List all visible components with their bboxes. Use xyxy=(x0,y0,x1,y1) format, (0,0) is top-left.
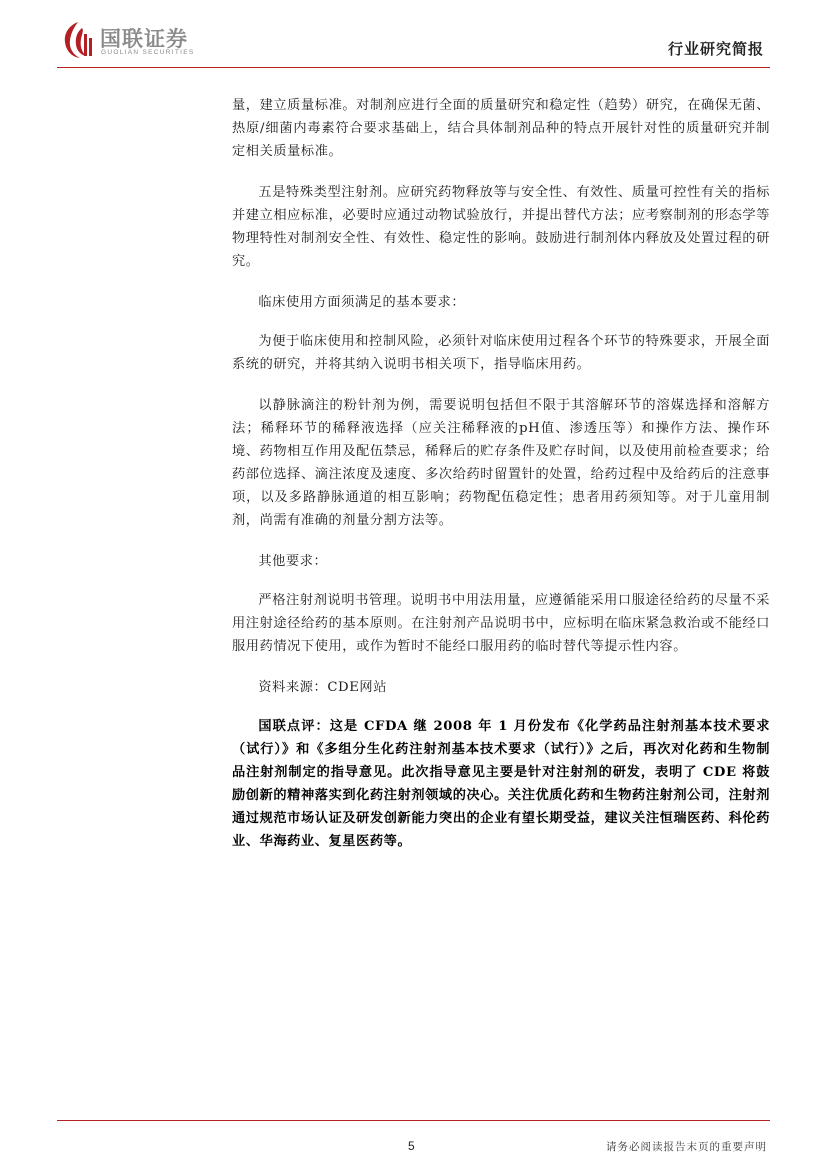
footer-disclaimer: 请务必阅读报告末页的重要声明 xyxy=(606,1141,767,1153)
page-header xyxy=(0,0,827,68)
guolian-logo xyxy=(60,20,220,60)
analyst-comment xyxy=(232,715,770,853)
report-type-label: 行业研究简报 xyxy=(667,40,764,58)
paragraph-iv-example: 以静脉滴注的粉针剂为例，需要说明包括但不限于其溶解环节的溶媒选择和溶解方法；稀释环节的稀释液选择（应关注稀释液的pH值、渗透压等）和操作方法、操作环境、药物相互作用及配伍禁忌，稀释后的贮存条件及贮存时间，以及使用前检查要求；给药部位选择、滴注浓度及速度、多次给药时留置针的处置，给药过程中及给药后的注意事项，以及多路静脉通道的相互影响；药物配伍稳定性；患者用药须知等。对于儿童用制剂，尚需有准确的剂量分割方法等。 xyxy=(232,398,770,528)
logo-company-name: 国联证券 xyxy=(100,27,188,51)
analyst-comment-label: 国联点评： xyxy=(258,719,330,734)
paragraph-special-injections: 五是特殊类型注射剂。应研究药物释放等与安全性、有效性、质量可控性有关的指标并建立相应标准，必要时应通过动物试验放行，并提出替代方法；应考察制剂的形态学等物理特性对制剂安全性、有效性、稳定性的影响。鼓励进行制剂体内释放及处置过程的研究。 xyxy=(232,185,770,269)
guolian-logo-mark-icon xyxy=(60,20,96,60)
logo-company-name-en: GUOLIAN SECURITIES xyxy=(101,49,195,56)
analyst-comment-text: 这是 CFDA 继 2008 年 1 月份发布《化学药品注射剂基本技术要求（试行）》和《多组分生化药注射剂基本技术要求（试行）》之后，再次对化药和生物制品注射剂制定的指导意见。此次指导意见主要是针对注射剂的研发，表明了 CDE 将鼓励创新的精神落实到化药注射剂领域的决心。关注优质化药和生物药注射剂公司，注射剂通过规范市场认证及研发创新能力突出的企业有望长期受益，建议关注恒瑞医药、科伦药业、华海药业、复星医药等。 xyxy=(232,719,770,849)
report-body xyxy=(232,94,770,871)
paragraph-label-management: 严格注射剂说明书管理。说明书中用法用量，应遵循能采用口服途径给药的尽量不采用注射途径给药的基本原则。在注射剂产品说明书中，应标明在临床紧急救治或不能经口服用药情况下使用，或作为暂时不能经口服用药的临时替代等提示性内容。 xyxy=(232,593,770,654)
header-divider xyxy=(57,67,770,68)
paragraph-clinical-requirements: 为便于临床使用和控制风险，必须针对临床使用过程各个环节的特殊要求，开展全面系统的研究，并将其纳入说明书相关项下，指导临床用药。 xyxy=(232,334,770,372)
paragraph-source-note: 资料来源：CDE网站 xyxy=(258,680,387,695)
paragraph-quality-standards: 量，建立质量标准。对制剂应进行全面的质量研究和稳定性（趋势）研究，在确保无菌、热原/细菌内毒素符合要求基础上，结合具体制剂品种的特点开展针对性的质量研究并制定相关质量标准。 xyxy=(232,98,770,159)
paragraph-clinical-heading: 临床使用方面须满足的基本要求： xyxy=(258,295,466,310)
footer-divider xyxy=(57,1120,770,1121)
page-number: 5 xyxy=(408,1139,415,1153)
paragraph-other-heading: 其他要求： xyxy=(258,554,328,569)
